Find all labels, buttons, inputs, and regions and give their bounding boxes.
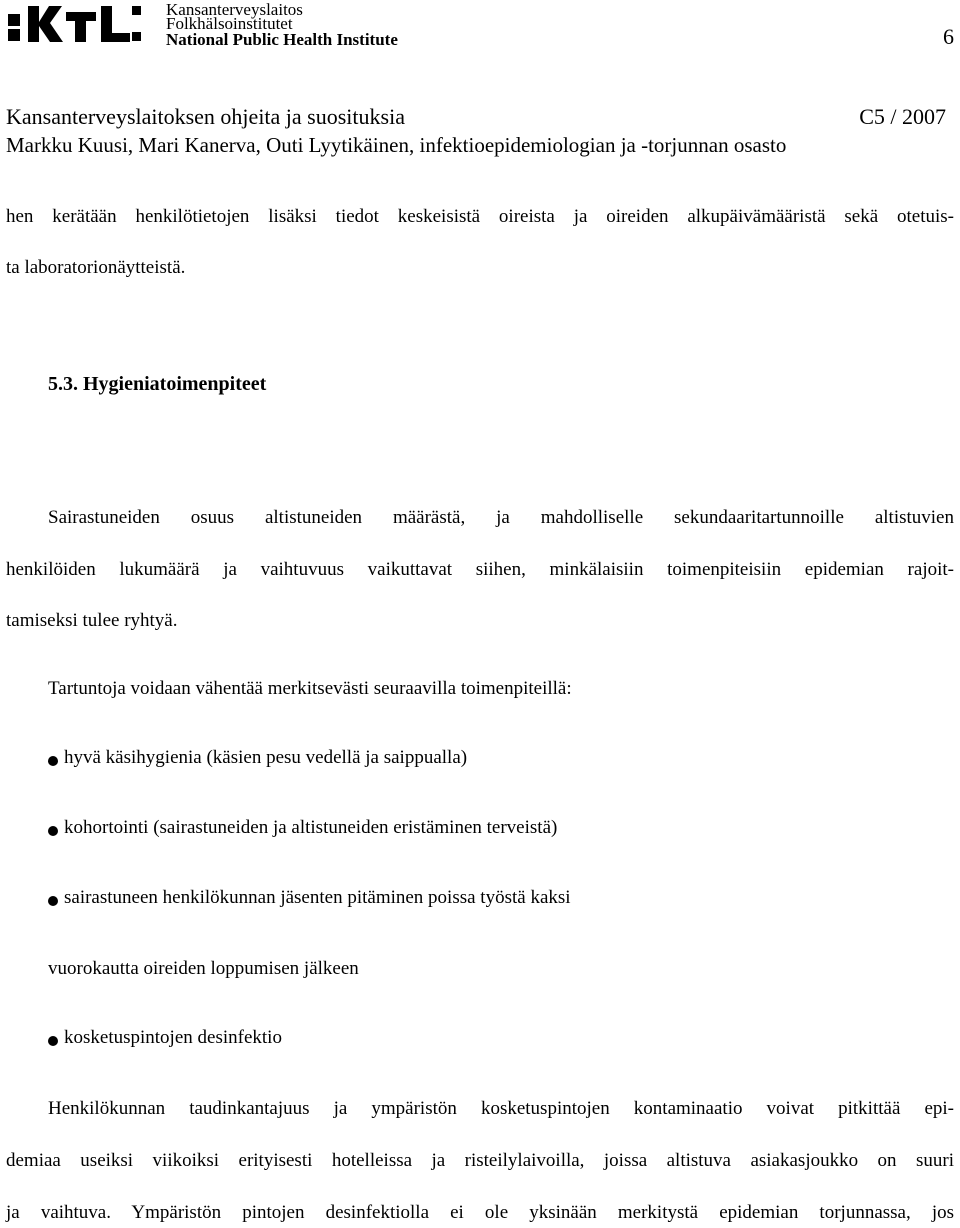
page-number: 6 [943,24,954,49]
bullet-dot-icon [48,756,58,766]
series-title: Kansanterveyslaitoksen ohjeita ja suosituksia [6,104,405,129]
bullet-item: sairastuneen henkilökunnan jäsenten pitäminen poissa työstä kaksi [64,887,571,908]
paragraph1-line-2: henkilöiden lukumäärä ja vaihtuvuus vaikuttavat siihen, minkälaisiin toimenpiteisiin epidemian rajoit- [6,559,954,580]
bullet-dot-icon [48,1036,58,1046]
bullet-item: hyvä käsihygienia (käsien pesu vedellä ja saippualla) [64,747,468,768]
bullet-continuation: vuorokautta oireiden loppumisen jälkeen [48,958,359,979]
series-code: C5 / 2007 [859,104,946,129]
bullet-item: kohortointi (sairastuneiden ja altistuneiden eristäminen terveistä) [64,817,558,838]
paragraph3-line-3: ja vaihtuva. Ympäristön pintojen desinfektiolla ei ole yksinään merkitystä epidemian torjunnassa, jos [6,1202,954,1223]
institution-name-en: National Public Health Institute [166,30,398,49]
authors-line: Markku Kuusi, Mari Kanerva, Outi Lyytikäinen, infektioepidemiologian ja -torjunnan osasto [6,133,787,157]
paragraph2: Tartuntoja voidaan vähentää merkitsevästi seuraavilla toimenpiteillä: [48,678,572,699]
intro-line-1: hen kerätään henkilötietojen lisäksi tiedot keskeisistä oireista ja oireiden alkupäivämääristä sekä otetuis- [6,206,954,227]
bullet-dot-icon [48,826,58,836]
bullet-dot-icon [48,896,58,906]
section-heading: 5.3. Hygieniatoimenpiteet [48,373,267,395]
bullet-item: kosketuspintojen desinfektio [64,1027,282,1048]
intro-line-2: ta laboratorionäytteistä. [6,257,186,278]
paragraph1-line-3: tamiseksi tulee ryhtyä. [6,610,178,631]
ktl-logo [6,2,142,44]
institution-name-sv: Folkhälsoinstitutet [166,14,293,33]
paragraph3-line-2: demiaa useiksi viikoiksi erityisesti hotelleissa ja risteilylaivoilla, joissa altistuva asiakasjoukko on suuri [6,1150,954,1171]
institution-name-fi: Kansanterveyslaitos [166,0,303,19]
paragraph3-line-1: Henkilökunnan taudinkantajuus ja ympäristön kosketuspintojen kontaminaatio voivat pitkittää epi- [48,1098,954,1119]
paragraph1-line-1: Sairastuneiden osuus altistuneiden määrästä, ja mahdolliselle sekundaaritartunnoille altistuvien [48,507,954,528]
